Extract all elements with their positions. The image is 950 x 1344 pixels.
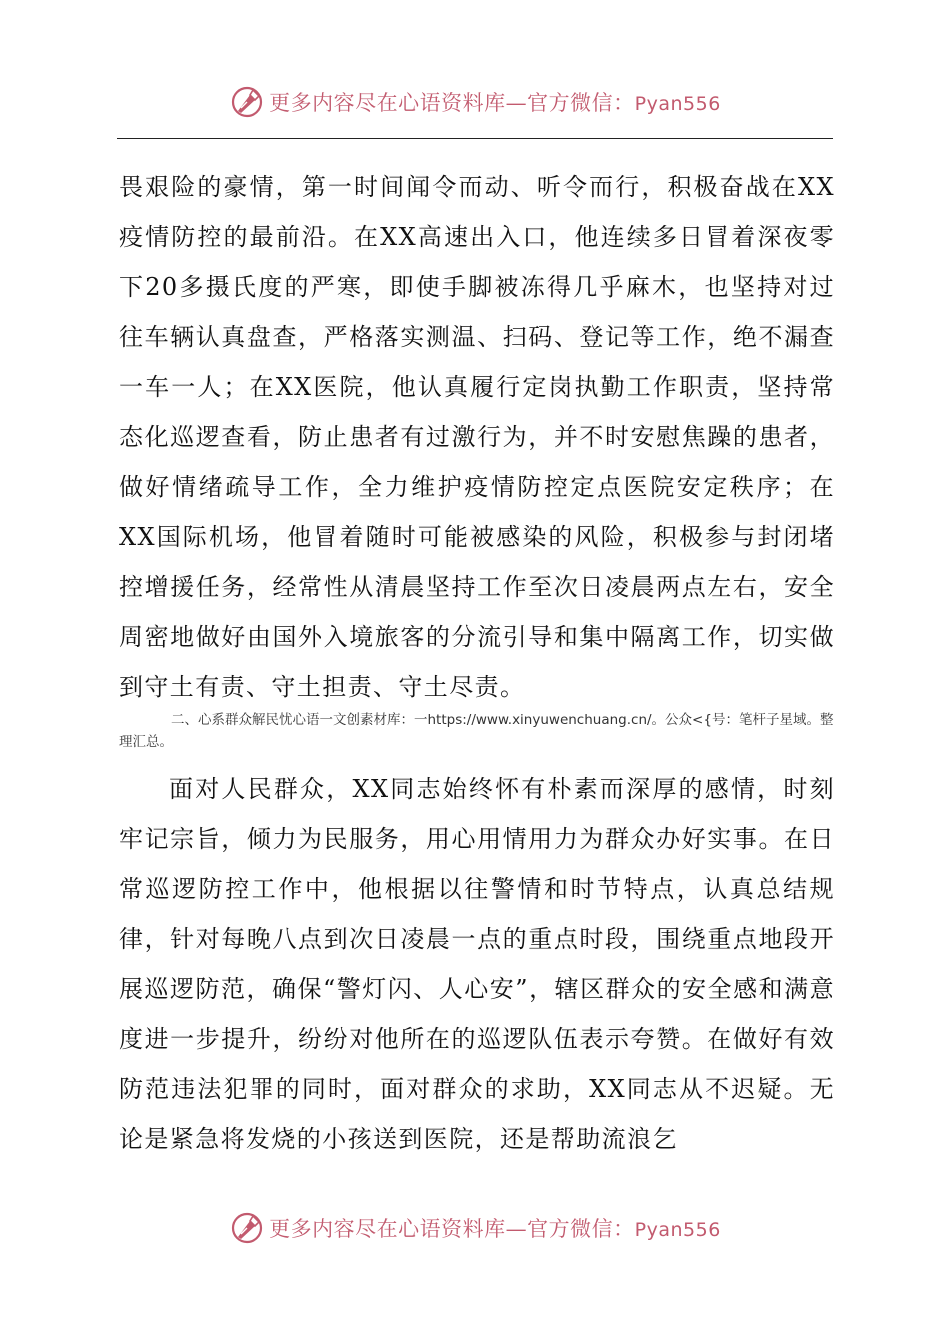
- footer-banner: [0, 1206, 950, 1250]
- pen-nib-logo-icon: [229, 84, 265, 120]
- body-paragraph-1: 畏艰险的豪情，第一时间闻令而动、听令而行，积极奋战在XX疫情防控的最前沿。在XX高速出入口，他连续多日冒着深夜零下20多摄氏度的严寒，即使手脚被冻得几乎麻木，也坚持对过往车辆认真盘查，严格落实测温、扫码、登记等工作，绝不漏查一车一人；在XX医院，他认真履行定岗执勤工作职责，坚持常态化巡逻查看，防止患者有过激行为，并不时安慰焦躁的患者，做好情绪疏导工作，全力维护疫情防控定点医院安定秩序；在XX国际机场，他冒着随时可能被感染的风险，积极参与封闭堵控增援任务，经常性从清晨坚持工作至次日凌晨两点左右，安全周密地做好由国外入境旅客的分流引导和集中隔离工作，切实做到守土有责、守土担责、守土尽责。: [119, 173, 835, 701]
- header-banner-text: 更多内容尽在心语资料库—官方微信：Pyan556: [269, 91, 721, 115]
- body-paragraph-2: 面对人民群众，XX同志始终怀有朴素而深厚的感情，时刻牢记宗旨，倾力为民服务，用心用情用力为群众办好实事。在日常巡逻防控工作中，他根据以往警情和时节特点，认真总结规律，针对每晚八点到次日凌晨一点的重点时段，围绕重点地段开展巡逻防范，确保“警灯闪、人心安”，辖区群众的安全感和满意度进一步提升，纷纷对他所在的巡逻队伍表示夸赞。在做好有效防范违法犯罪的同时，面对群众的求助，XX同志从不迟疑。无论是紧急将发烧的小孩送到医院，还是帮助流浪乞: [119, 775, 835, 1153]
- footer-wechat-id: Pyan556: [634, 1219, 721, 1241]
- pen-nib-logo-icon: [229, 1210, 265, 1246]
- header-banner: [0, 80, 950, 124]
- section-heading-note: 二、心系群众解民忧心语一文创素材库：一https://www.xinyuwenchuang.cn/。公众<{号：笔杆子星域。整理汇总。: [119, 712, 834, 750]
- footer-banner-text: 更多内容尽在心语资料库—官方微信：Pyan556: [269, 1217, 721, 1241]
- header-wechat-id: Pyan556: [634, 93, 721, 115]
- header-divider: [117, 138, 833, 139]
